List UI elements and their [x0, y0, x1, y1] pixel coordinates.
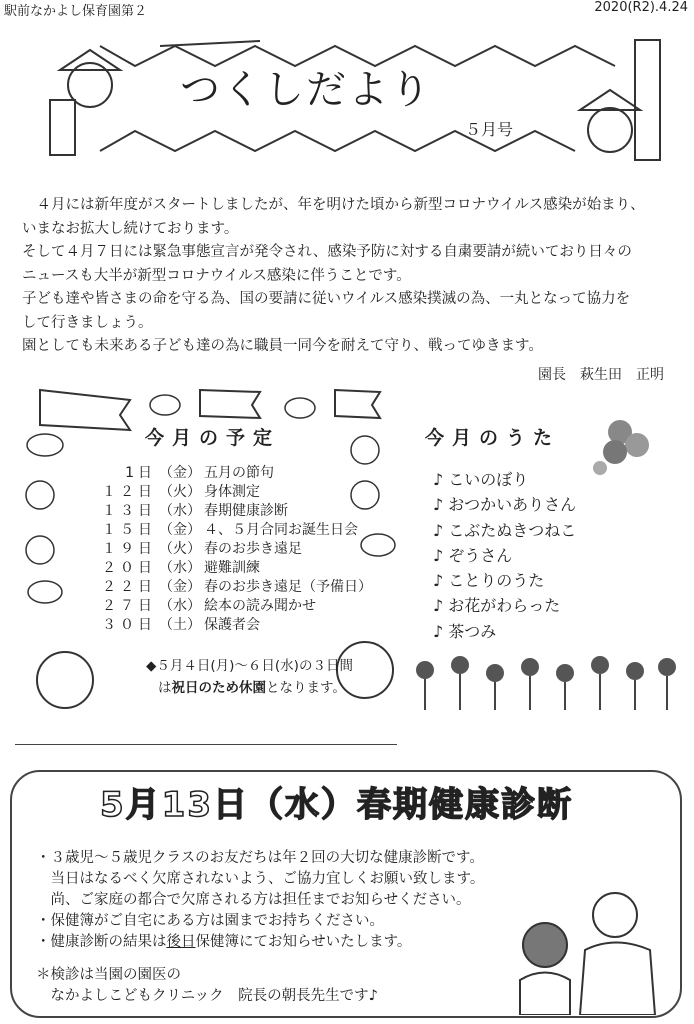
schedule-weekday: （土） [159, 617, 201, 633]
newsletter-title: つくしだより [180, 67, 432, 113]
checkup-line: ・保健簿がご自宅にある方は園までお持ちください。 [36, 913, 384, 929]
schedule-day: ３０日 [102, 617, 156, 633]
checkup-emphasis: 後日 [166, 934, 196, 950]
schedule-weekday: （火） [159, 484, 201, 500]
schedule-weekday: （水） [159, 598, 201, 614]
doctor-note [36, 965, 378, 1007]
schedule-item [98, 540, 372, 559]
greeting-line: 子ども達や皆さまの命を守る為、国の要請に従いウイルス感染撲滅の為、一丸となって協力を [22, 291, 631, 307]
principal-signature: 園長 萩生田 正明 [538, 367, 664, 383]
song-item: ♪ お花がわらった [433, 596, 561, 616]
greeting-line: ４月には新年度がスタートしましたが、年を明けた頃から新型コロナウイルス感染が始まり、 [22, 197, 645, 213]
doctor-note-line: ＊検診は当園の園医の [36, 967, 181, 983]
checkup-line: ・３歳児～５歳児クラスのお友だちは年２回の大切な健康診断です。 [36, 850, 484, 866]
schedule-list [98, 464, 372, 635]
songs-title: 今月のうた [425, 427, 561, 449]
schedule-weekday: （金） [159, 579, 201, 595]
clover-illustration [585, 410, 665, 480]
school-name: 駅前なかよし保育園第２ [4, 4, 148, 19]
schedule-weekday: （火） [159, 541, 201, 557]
schedule-event: 春のお歩き遠足 [204, 541, 302, 557]
doctor-note-line: なかよしこどもクリニック 院長の朝長先生です♪ [36, 988, 378, 1004]
schedule-day: １３日 [102, 503, 156, 519]
schedule-title: 今月の予定 [145, 427, 281, 449]
schedule-item [98, 597, 372, 616]
greeting-line: そして４月７日には緊急事態宣言が発令され、感染予防に対する自粛要請が続いており日々の [22, 244, 632, 260]
schedule-day: 1日 [125, 465, 156, 481]
schedule-event: 絵本の読み聞かせ [204, 598, 316, 614]
schedule-event: 春期健康診断 [204, 503, 288, 519]
samurai-child-illustration-left [15, 30, 155, 160]
schedule-item [98, 521, 372, 540]
songs-list [433, 467, 576, 644]
schedule-weekday: （水） [159, 503, 201, 519]
schedule-event: 保護者会 [204, 617, 260, 633]
greeting-line: ニュースも大半が新型コロナウイルス感染に伴うことです。 [22, 267, 411, 284]
schedule-event: ４、５月合同お誕生日会 [204, 522, 358, 538]
schedule-weekday: （水） [159, 560, 201, 576]
schedule-item [98, 483, 372, 502]
schedule-event: 避難訓練 [204, 560, 260, 576]
schedule-day: １９日 [102, 541, 156, 557]
checkup-bullets [36, 848, 484, 953]
schedule-event: 身体測定 [204, 484, 260, 500]
song-item: ♪ ぞうさん [433, 545, 513, 565]
schedule-item [98, 502, 372, 521]
schedule-weekday: （金） [159, 465, 201, 481]
song-item: ♪ おつかいありさん [433, 495, 577, 515]
checkup-title: 5月13日（水）春期健康診断 [100, 785, 573, 825]
samurai-child-illustration-right [560, 30, 690, 170]
schedule-weekday: （金） [159, 522, 201, 538]
checkup-line: 尚、ご家庭の都合で欠席される方は担任までお知らせください。 [36, 892, 471, 908]
holiday-notice-text: となります。 [266, 680, 346, 696]
song-item: ♪ こぶたぬきつねこ [433, 520, 577, 540]
holiday-notice-emphasis: 祝日のため休園 [171, 680, 266, 696]
schedule-item [98, 559, 372, 578]
greeting-text [22, 194, 645, 359]
section-divider [15, 744, 397, 745]
schedule-item [98, 578, 372, 597]
schedule-event: 春のお歩き遠足（予備日） [204, 579, 372, 595]
song-item: ♪ こいのぼり [433, 470, 529, 489]
doctor-and-child-illustration [510, 880, 670, 1015]
issue-number: ５月号 [465, 120, 514, 139]
schedule-event: 五月の節句 [204, 465, 274, 481]
schedule-day: ２７日 [102, 598, 156, 614]
holiday-notice-line: ◆５月４日(月)～６日(水)の３日間 [146, 658, 353, 674]
greeting-line: 園としても未来ある子ども達の為に職員一同今を耐えて守り、戦ってゆきます。 [22, 338, 543, 354]
song-item: ♪ ことりのうた [433, 571, 545, 591]
greeting-line: して行きましょう。 [22, 314, 153, 331]
schedule-day: ２２日 [102, 579, 156, 595]
checkup-line: 当日はなるべく欠席されないよう、ご協力宜しくお願い致します。 [36, 871, 485, 887]
schedule-item [98, 616, 372, 635]
greeting-line: いまなお拡大し続けております。 [22, 220, 239, 237]
holiday-notice [146, 655, 353, 699]
schedule-day: １５日 [102, 522, 156, 538]
schedule-day: １２日 [102, 484, 156, 500]
issue-date: 2020(R2).4.24 [594, 0, 688, 15]
song-item: ♪ 茶つみ [433, 621, 497, 641]
checkup-line: 保健簿にてお知らせいたします。 [195, 934, 412, 950]
schedule-day: ２０日 [102, 560, 156, 576]
schedule-item [98, 464, 372, 483]
flower-field-illustration [405, 645, 680, 715]
checkup-line: ・健康診断の結果は [36, 934, 167, 950]
holiday-notice-text: は [158, 680, 172, 696]
